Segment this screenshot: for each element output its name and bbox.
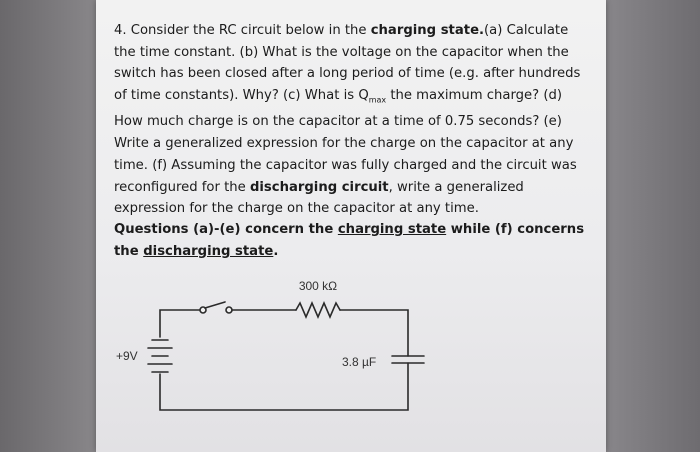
part-c-prefix: (c) What is Q [283, 88, 369, 104]
charging-state-bold: charging state. [370, 23, 485, 38]
wire-bottom [160, 363, 408, 410]
discharging-circuit-bold: discharging circuit [249, 179, 389, 195]
resistor-symbol [296, 303, 340, 317]
note-middle: while (f) concerns the [114, 222, 585, 259]
part-d: (d) How much charge is on the capacitor at a time of 0.75 seconds? [114, 88, 563, 130]
background-left [0, 0, 100, 452]
note-charging-state: charging state [337, 222, 447, 237]
battery-label: +9V [116, 349, 138, 363]
note-suffix: . [273, 243, 279, 259]
part-f-suffix: , write a generalized expression for the charge on the capacitor at any time. [114, 179, 524, 217]
capacitor-label: 3.8 µF [342, 355, 377, 369]
wire-top-right [340, 310, 408, 356]
question-text [114, 20, 588, 220]
part-a: (a) Calculate the time constant. [114, 23, 569, 60]
part-b: (b) What is the voltage on the capacitor when the switch has been closed after a long period of time (e.g. after hundreds of time constants). Why? [114, 44, 581, 104]
resistor-label: 300 kΩ [298, 279, 338, 293]
part-e: (e) Write a generalized expression for the charge on the capacitor at any time. [114, 114, 574, 173]
paper-sheet [96, 0, 606, 452]
note-text [114, 219, 588, 262]
note-discharging-state: discharging state [143, 243, 274, 259]
switch-contact-right [226, 307, 232, 313]
background-right [600, 0, 700, 452]
qmax-subscript: max [368, 95, 387, 105]
wire-top-left [160, 310, 200, 337]
part-f-prefix: (f) Assuming the capacitor was fully charged and the circuit was reconfigured for the [114, 157, 577, 195]
rc-circuit-diagram [96, 270, 606, 420]
part-c-suffix: the maximum charge? [386, 88, 544, 104]
switch-lever [205, 302, 225, 308]
question-intro: 4. Consider the RC circuit below in the [114, 23, 371, 38]
note-prefix: Questions (a)-(e) concern the [114, 222, 338, 237]
